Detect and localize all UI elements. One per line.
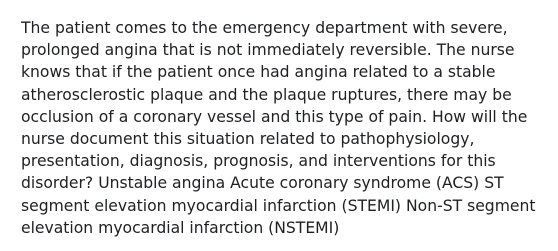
answer-option-acs: Acute coronary syndrome (ACS) — [230, 174, 480, 193]
answer-option-stemi: ST segment elevation myocardial infarction (STEMI) — [21, 174, 504, 215]
answer-option-unstable-angina: Unstable angina — [98, 174, 226, 193]
question-stem: The patient comes to the emergency department with severe, prolonged angina that is not immediately reversible. The nurse knows that if the patient once had angina related to a stable atherosclerostic plaque and the plaque ruptures, there may be occlusion of a coronary vessel and this type of pain. How will the nurse document this situation related to pathophysiology, presentation, diagnosis, prognosis, and interventions for this disorder? — [21, 19, 528, 193]
answer-option-nstemi: Non-ST segment elevation myocardial infarction (NSTEMI) — [21, 196, 536, 237]
question-text-block — [21, 17, 541, 239]
